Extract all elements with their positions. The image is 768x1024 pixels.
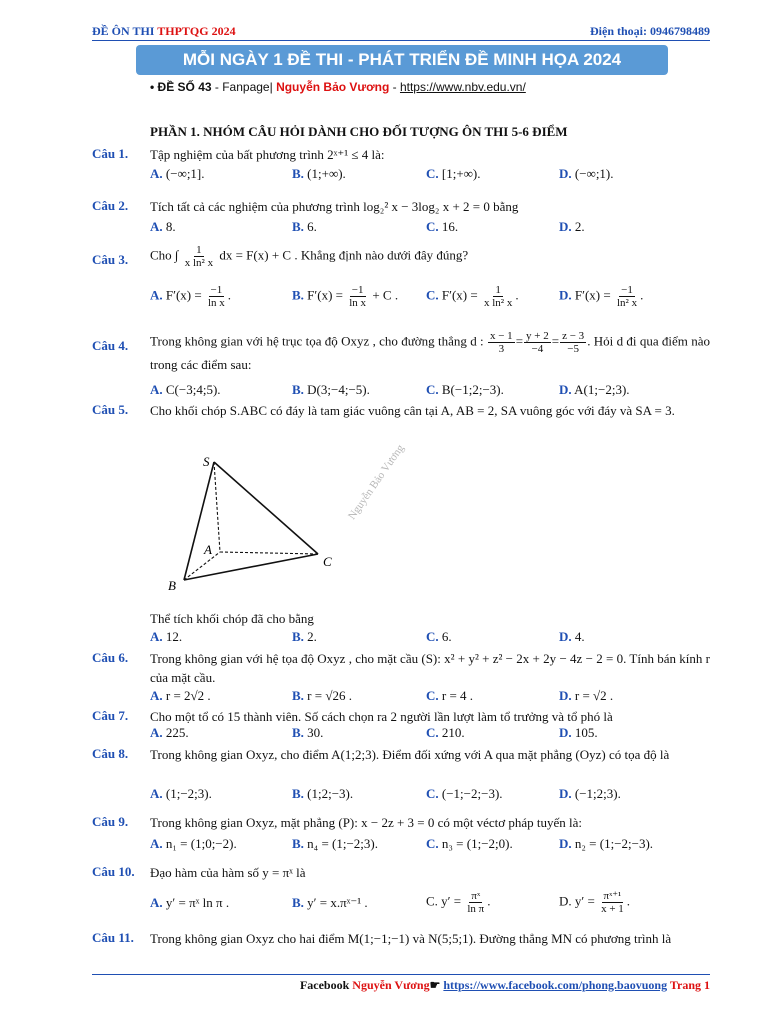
- pyramid-figure: [158, 446, 358, 598]
- option-d[interactable]: D. 105.: [559, 725, 598, 740]
- integral-fraction: $\frac{1}{\text{x ln² x}}$: [184, 244, 214, 269]
- question-number: Câu 7.: [92, 708, 129, 723]
- option-c[interactable]: C. (−1;−2;−3).: [426, 786, 503, 801]
- question-text: Tập nghiệm của bất phương trình 2ˣ⁺¹ ≤ 4 là:: [150, 147, 385, 162]
- question-number: Câu 4.: [92, 338, 129, 353]
- question-text: Trong không gian Oxyz, cho điểm A(1;2;3). Điểm đối xứng với A qua mặt phẳng (Oyz) có tọa độ là: [150, 747, 670, 762]
- option-a[interactable]: A. 8.: [150, 219, 176, 234]
- option-d[interactable]: D. y′ = $\frac{\text{πˣ⁺¹}}{x + 1}$ .: [559, 890, 631, 915]
- option-a[interactable]: A. y′ = πˣ ln π .: [150, 895, 230, 910]
- question-text: Trong không gian với hệ trục tọa độ Oxyz , cho đường thẳng d : $\frac{x - 1}{3}$ = $\frac{y + 2}{-4}$ = $\frac{z - 3}{-5}$ . Hỏi d đi qua điểm nào trong các điểm sau:: [150, 330, 711, 372]
- phone-number: Điện thoại: 0946798489: [590, 24, 710, 38]
- option-c[interactable]: C. F′(x) = $\frac{1}{\text{x ln² x}}$ .: [426, 284, 519, 309]
- option-b[interactable]: B. 2.: [292, 629, 317, 644]
- option-a[interactable]: A. (1;−2;3).: [150, 786, 212, 801]
- author-name: Nguyễn Bảo Vương: [276, 80, 390, 94]
- option-d[interactable]: D. (−1;2;3).: [559, 786, 621, 801]
- option-a[interactable]: A. r = 2√2 .: [150, 688, 211, 703]
- question-number: Câu 11.: [92, 930, 134, 945]
- option-a[interactable]: A. (−∞;1].: [150, 166, 205, 181]
- option-b[interactable]: B. D(3;−4;−5).: [292, 382, 370, 397]
- footer: Facebook Nguyễn Vương☛ https://www.facebook.com/phong.baovuong Trang 1: [299, 978, 710, 992]
- option-c[interactable]: C. y′ = $\frac{\text{πˣ}}{\text{ln π}}$ .: [426, 890, 491, 915]
- vertex-label-c: C: [323, 554, 332, 569]
- option-a[interactable]: A. n₁ = (1;0;−2).: [150, 836, 237, 851]
- watermark: Nguyễn Bảo Vương: [346, 442, 407, 522]
- option-d[interactable]: D. 4.: [559, 629, 585, 644]
- facebook-link[interactable]: https://www.facebook.com/phong.baovuong: [443, 978, 668, 992]
- header-divider: [92, 40, 710, 41]
- question-text: Cho một tổ có 15 thành viên. Số cách chọn ra 2 người lần lượt làm tổ trưởng và tổ phó là: [150, 709, 613, 724]
- option-c[interactable]: C. B(−1;2;−3).: [426, 382, 504, 397]
- question-text: Tích tất cả các nghiệm của phương trình log₂² x − 3log₂ x + 2 = 0 bằng: [150, 199, 519, 214]
- option-b[interactable]: B. 6.: [292, 219, 317, 234]
- exam-label: ĐỀ ÔN THI THPTQG 2024: [92, 24, 236, 38]
- option-a[interactable]: A. 12.: [150, 629, 183, 644]
- question-number: Câu 3.: [92, 252, 129, 267]
- section-title: PHẦN 1. NHÓM CÂU HỎI DÀNH CHO ĐỐI TƯỢNG ÔN THI 5-6 ĐIỂM: [150, 124, 568, 139]
- question-number: Câu 9.: [92, 814, 129, 829]
- question-text: Trong không gian Oxyz, mặt phẳng (P): x − 2z + 3 = 0 có một véctơ pháp tuyến là:: [150, 815, 583, 830]
- option-a[interactable]: A. 225.: [150, 725, 189, 740]
- option-d[interactable]: D. n₂ = (1;−2;−3).: [559, 836, 654, 851]
- question-number: Câu 10.: [92, 864, 135, 879]
- option-a[interactable]: A. F′(x) = $\frac{-1}{\text{ln x}}$ .: [150, 284, 232, 309]
- series-line: • ĐỀ SỐ 43 - Fanpage| Nguyễn Bảo Vương - https://www.nbv.edu.vn/: [150, 80, 526, 94]
- option-c[interactable]: C. 210.: [426, 725, 465, 740]
- option-b[interactable]: B. F′(x) = $\frac{-1}{\text{ln x}}$ + C .: [292, 284, 399, 309]
- vertex-label-a: A: [204, 542, 212, 557]
- option-b[interactable]: B. 30.: [292, 725, 324, 740]
- option-b[interactable]: B. (1;+∞).: [292, 166, 346, 181]
- option-b[interactable]: B. y′ = x.πˣ⁻¹ .: [292, 895, 368, 910]
- page-number: Trang 1: [667, 978, 710, 992]
- option-c[interactable]: C. [1;+∞).: [426, 166, 481, 181]
- title-banner: MỖI NGÀY 1 ĐỀ THI - PHÁT TRIỂN ĐỀ MINH HỌA 2024: [136, 45, 668, 75]
- question-number: Câu 6.: [92, 650, 129, 665]
- option-d[interactable]: D. F′(x) = $\frac{-1}{\text{ln² x}}$ .: [559, 284, 644, 309]
- option-d[interactable]: D. 2.: [559, 219, 585, 234]
- option-b[interactable]: B. n₄ = (1;−2;3).: [292, 836, 378, 851]
- vertex-label-b: B: [168, 578, 176, 593]
- option-d[interactable]: D. A(1;−2;3).: [559, 382, 630, 397]
- question-text: Cho ∫ $\frac{1}{\text{x ln² x}}$ dx = F(x) + C . Khẳng định nào dưới đây đúng?: [150, 244, 469, 269]
- option-c[interactable]: C. 16.: [426, 219, 459, 234]
- question-number: Câu 2.: [92, 198, 129, 213]
- vertex-label-s: S: [203, 454, 210, 469]
- option-b[interactable]: B. (1;2;−3).: [292, 786, 354, 801]
- option-c[interactable]: C. n₃ = (1;−2;0).: [426, 836, 513, 851]
- question-text: Cho khối chóp S.ABC có đáy là tam giác vuông cân tại A, AB = 2, SA vuông góc với đáy và SA = 3.: [150, 403, 675, 418]
- question-text: Trong không gian với hệ tọa độ Oxyz , cho mặt cầu (S): x² + y² + z² − 2x + 2y − 4z − 2 = 0. Tính bán kính r của mặt cầu.: [150, 651, 710, 685]
- footer-divider: [92, 974, 710, 975]
- website-link[interactable]: https://www.nbv.edu.vn/: [399, 80, 526, 94]
- question-number: Câu 5.: [92, 402, 129, 417]
- question-text-continued: Thể tích khối chóp đã cho bằng: [150, 611, 314, 626]
- question-number: Câu 1.: [92, 146, 129, 161]
- question-text: Đạo hàm của hàm số y = πˣ là: [150, 865, 306, 880]
- question-text: Trong không gian Oxyz cho hai điểm M(1;−1;−1) và N(5;5;1). Đường thẳng MN có phương trình là: [150, 931, 672, 946]
- option-d[interactable]: D. (−∞;1).: [559, 166, 614, 181]
- option-d[interactable]: D. r = √2 .: [559, 688, 614, 703]
- question-number: Câu 8.: [92, 746, 129, 761]
- option-a[interactable]: A. C(−3;4;5).: [150, 382, 221, 397]
- option-b[interactable]: B. r = √26 .: [292, 688, 352, 703]
- option-c[interactable]: C. 6.: [426, 629, 452, 644]
- option-c[interactable]: C. r = 4 .: [426, 688, 474, 703]
